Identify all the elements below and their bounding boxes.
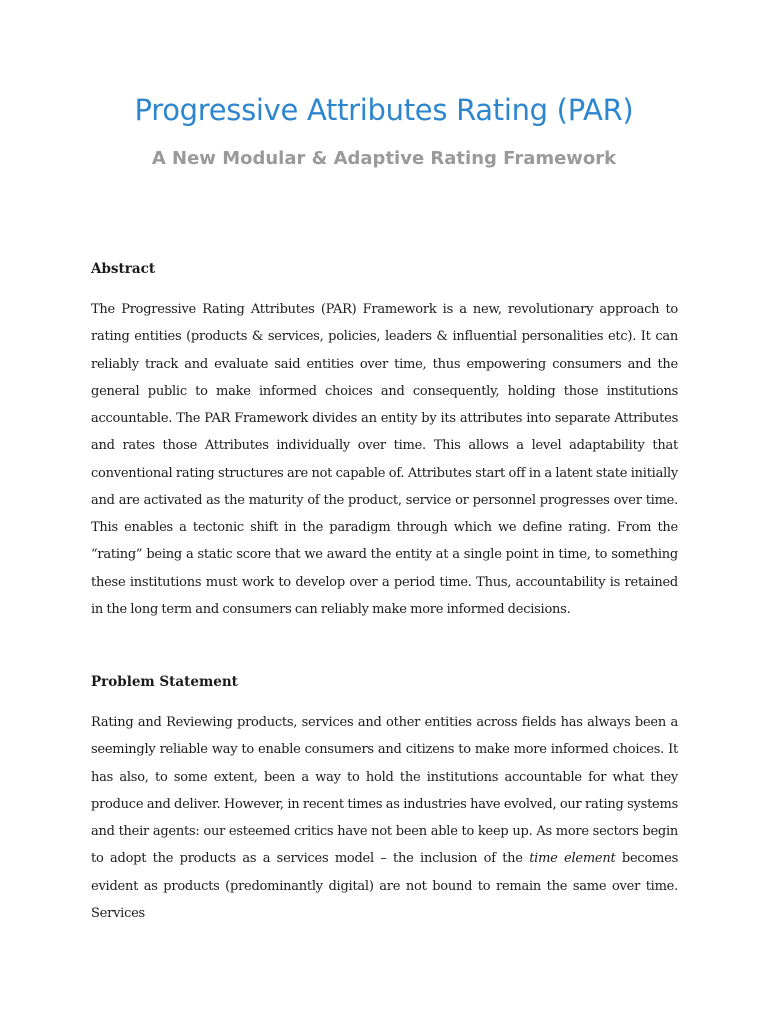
abstract-heading: Abstract bbox=[91, 261, 156, 277]
abstract-section bbox=[91, 256, 678, 623]
abstract-paragraph: The Progressive Rating Attributes (PAR) Framework is a new, revolutionary approach to rating entities (products & services, policies, leaders & influential personalities etc). It can reliably track and evaluate said entities over time, thus empowering consumers and the general public to make informed choices and consequently, holding those institutions accountable. The PAR Framework divides an entity by its attributes into separate Attributes and rates those Attributes individually over time. This allows a level adaptability that conventional rating structures are not capable of. Attributes start off in a latent state initially and are activated as the maturity of the product, service or personnel progresses over time. This enables a tectonic shift in the paradigm through which we define rating. From the “rating” being a static score that we award the entity at a single point in time, to something these institutions must work to develop over a period time. Thus, accountability is retained in the long term and consumers can reliably make more informed decisions. bbox=[91, 302, 678, 617]
problem-text-end: becomes evident as products (predominantly digital) are not bound to remain the same over time. Services bbox=[91, 851, 678, 921]
problem-statement-heading: Problem Statement bbox=[91, 674, 238, 690]
document-subtitle: A New Modular & Adaptive Rating Framework bbox=[151, 148, 617, 169]
problem-statement-section bbox=[91, 669, 678, 927]
document-title: Progressive Attributes Rating (PAR) bbox=[134, 93, 634, 127]
problem-text-start: Rating and Reviewing products, services and other entities across fields has always been a seemingly reliable way to enable consumers and citizens to make more informed choices. It has also, to some extent, been a way to hold the institutions accountable for what they produce and deliver. However, in recent times as industries have evolved, our rating systems and their agents: our esteemed critics have not been able to keep up. As more sectors begin to adopt the products as a services model – the inclusion of the bbox=[91, 715, 678, 867]
problem-statement-paragraph bbox=[91, 709, 678, 927]
problem-text-emphasis: time element bbox=[529, 851, 616, 867]
